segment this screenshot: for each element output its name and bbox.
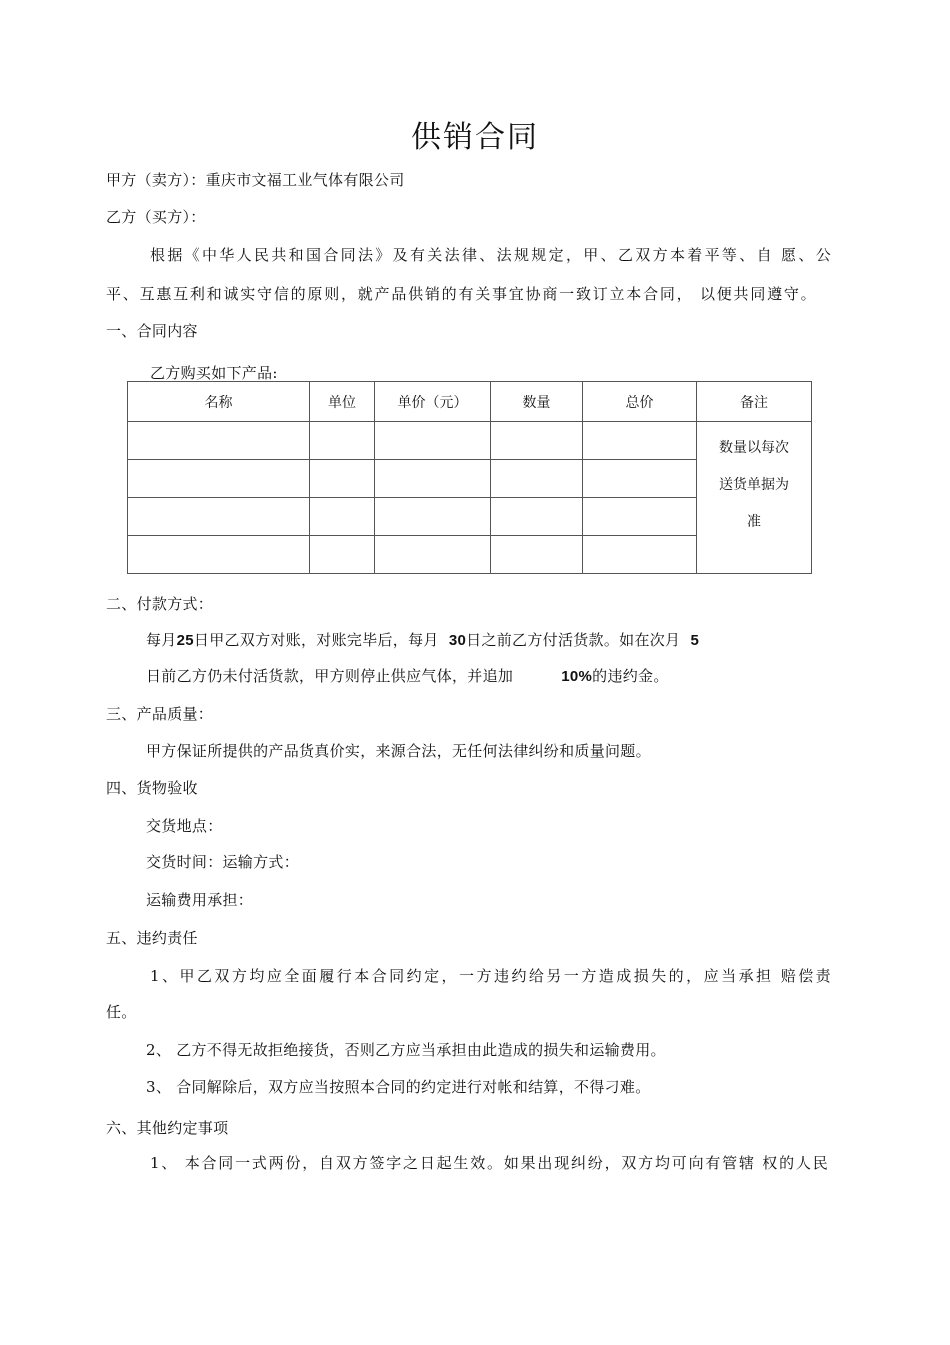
table-cell — [491, 422, 583, 460]
payment-text: 每月 — [146, 631, 177, 649]
table-cell — [310, 422, 375, 460]
col-header-name: 名称 — [128, 382, 310, 422]
payment-text: 的违约金。 — [592, 667, 669, 685]
payment-line-2 — [146, 666, 669, 687]
table-cell — [375, 422, 491, 460]
product-table — [127, 381, 812, 574]
other-item-1: 1、 本合同一式两份，自双方签字之日起生效。如果出现纠纷，双方均可向有管辖 权的人民 — [150, 1154, 828, 1172]
col-header-unit-price: 单价（元） — [375, 382, 491, 422]
penalty-rate: 10% — [561, 668, 593, 685]
liability-item-2: 2、 乙方不得无故拒绝接货，否则乙方应当承担由此造成的损失和运输费用。 — [146, 1041, 666, 1059]
col-header-total: 总价 — [583, 382, 697, 422]
table-cell — [128, 536, 310, 574]
delivery-time: 交货时间：运输方式： — [146, 853, 300, 871]
col-header-unit: 单位 — [310, 382, 375, 422]
table-header-row — [128, 382, 812, 422]
table-cell — [375, 460, 491, 498]
document-title: 供销合同 — [411, 120, 539, 155]
section4-heading: 四、货物验收 — [106, 779, 198, 797]
remark-line: 数量以每次 — [719, 440, 789, 456]
party-b: 乙方（买方）： — [106, 208, 206, 226]
table-cell — [583, 536, 697, 574]
col-header-quantity: 数量 — [491, 382, 583, 422]
party-a: 甲方（卖方）：重庆市文福工业气体有限公司 — [106, 171, 405, 189]
liability-item-1-cont: 任。 — [106, 1003, 137, 1021]
transport-cost: 运输费用承担： — [146, 891, 254, 909]
section1-heading: 一、合同内容 — [106, 322, 198, 340]
table-cell — [310, 498, 375, 536]
table-cell — [375, 536, 491, 574]
remark-line: 送货单据为 — [719, 477, 789, 493]
payment-line-1 — [146, 630, 699, 651]
section2-heading: 二、付款方式： — [106, 595, 214, 613]
table-cell — [583, 498, 697, 536]
quality-text: 甲方保证所提供的产品货真价实，来源合法，无任何法律纠纷和质量问题。 — [146, 742, 651, 760]
preamble-line-1: 根据《中华人民共和国合同法》及有关法律、法规规定，甲、乙双方本着平等、自 愿、公 — [150, 246, 831, 264]
table-cell — [310, 536, 375, 574]
payment-text: 日前乙方仍未付活货款，甲方则停止供应气体，并追加 — [146, 667, 514, 685]
section6-heading: 六、其他约定事项 — [106, 1119, 229, 1137]
table-row — [128, 422, 812, 460]
remark-cell — [697, 422, 812, 574]
payment-text: 日甲乙双方对账，对账完毕后，每月 — [193, 631, 439, 649]
table-cell — [375, 498, 491, 536]
remark-line: 准 — [747, 514, 761, 530]
table-cell — [128, 422, 310, 460]
table-cell — [128, 498, 310, 536]
table-cell — [491, 498, 583, 536]
payment-text: 日之前乙方付活货款。如在次月 — [466, 631, 681, 649]
table-cell — [128, 460, 310, 498]
col-header-remark: 备注 — [697, 382, 812, 422]
product-table-intro: 乙方购买如下产品: — [150, 364, 278, 382]
table-cell — [583, 460, 697, 498]
table-cell — [310, 460, 375, 498]
table-cell — [491, 460, 583, 498]
table-cell — [491, 536, 583, 574]
table-cell — [583, 422, 697, 460]
reconcile-day: 25 — [176, 632, 194, 649]
payment-day: 30 — [448, 632, 467, 649]
section3-heading: 三、产品质量： — [106, 705, 214, 723]
preamble-line-2: 平、互惠互利和诚实守信的原则，就产品供销的有关事宜协商一致订立本合同， 以便共同遵守。 — [106, 285, 816, 303]
next-month-day: 5 — [690, 632, 700, 649]
section5-heading: 五、违约责任 — [106, 929, 198, 947]
liability-item-3: 3、 合同解除后，双方应当按照本合同的约定进行对帐和结算，不得刁难。 — [146, 1078, 651, 1096]
delivery-place: 交货地点： — [146, 817, 223, 835]
liability-item-1: 1、甲乙双方均应全面履行本合同约定，一方违约给另一方造成损失的，应当承担 赔偿责 — [150, 967, 831, 985]
